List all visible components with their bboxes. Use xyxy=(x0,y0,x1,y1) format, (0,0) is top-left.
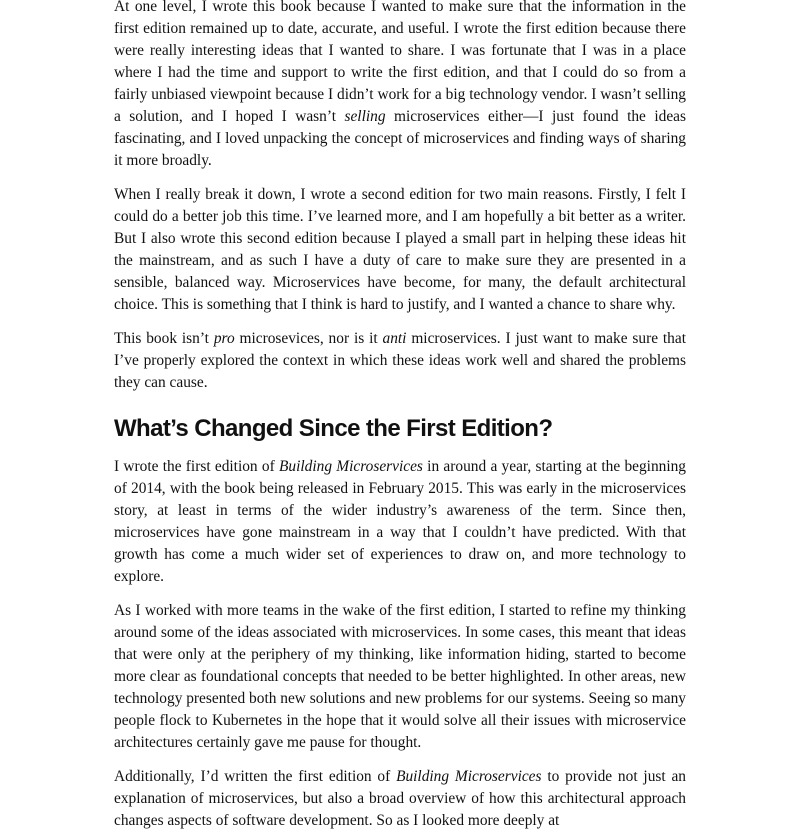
preface-body-before xyxy=(114,0,686,394)
paragraph-1: At one level, I wrote this book because I wanted to make sure that the information in the first edition remained up to date, accurate, and useful. I wrote the first edition because there were really interesting ideas that I wanted to share. I was fortunate that I was in a place where I had the time and support to write the first edition, and that I could do so from a fairly unbiased viewpoint because I didn’t work for a big technology vendor. I wasn’t selling a solution, and I hoped I wasn’t selling microservices either—I just found the ideas fascinating, and I loved unpacking the concept of microservices and finding ways of sharing it more broadly. xyxy=(114,0,686,169)
paragraph-2: When I really break it down, I wrote a second edition for two main reasons. Firstly, I felt I could do a better job this time. I’ve learned more, and I am hopefully a bit better as a writer. But I also wrote this second edition because I played a small part in helping these ideas hit the mainstream, and as such I have a duty of care to make sure they are presented in a sensible, balanced way. Microservices have become, for many, the default architectural choice. This is something that I think is hard to justify, and I wanted a chance to share why. xyxy=(114,186,686,313)
book-page xyxy=(114,0,687,829)
preface-body-after xyxy=(114,456,686,832)
paragraph-4: I wrote the first edition of Building Microservices in around a year, starting at the beginning of 2014, with the book being released in February 2015. This was early in the microservices story, at least in terms of the wider industry’s awareness of the term. Since then, microservices have gone mainstream in a way that I couldn’t have predicted. With that growth has come a much wider set of experiences to draw on, and more technology to explore. xyxy=(114,458,687,585)
paragraph-6: Additionally, I’d written the first edition of Building Microservices to provide not just an explanation of microservices, but also a broad overview of how this architectural approach changes aspects of software development. So as I looked more deeply at xyxy=(114,768,686,829)
section-heading: What’s Changed Since the First Edition? xyxy=(114,415,553,442)
paragraph-3: This book isn’t pro microsevices, nor is it anti microservices. I just want to make sure that I’ve properly explored the context in which these ideas work well and shared the problems they can cause. xyxy=(114,330,686,391)
paragraph-5: As I worked with more teams in the wake of the first edition, I started to refine my thinking around some of the ideas associated with microservices. In some cases, this meant that ideas that were only at the periphery of my thinking, like information hiding, started to become more clear as foundational concepts that needed to be better highlighted. In other areas, new technology presented both new solutions and new problems for our systems. Seeing so many people flock to Kubernetes in the hope that it would solve all their issues with microservice architectures certainly gave me pause for thought. xyxy=(114,602,686,751)
